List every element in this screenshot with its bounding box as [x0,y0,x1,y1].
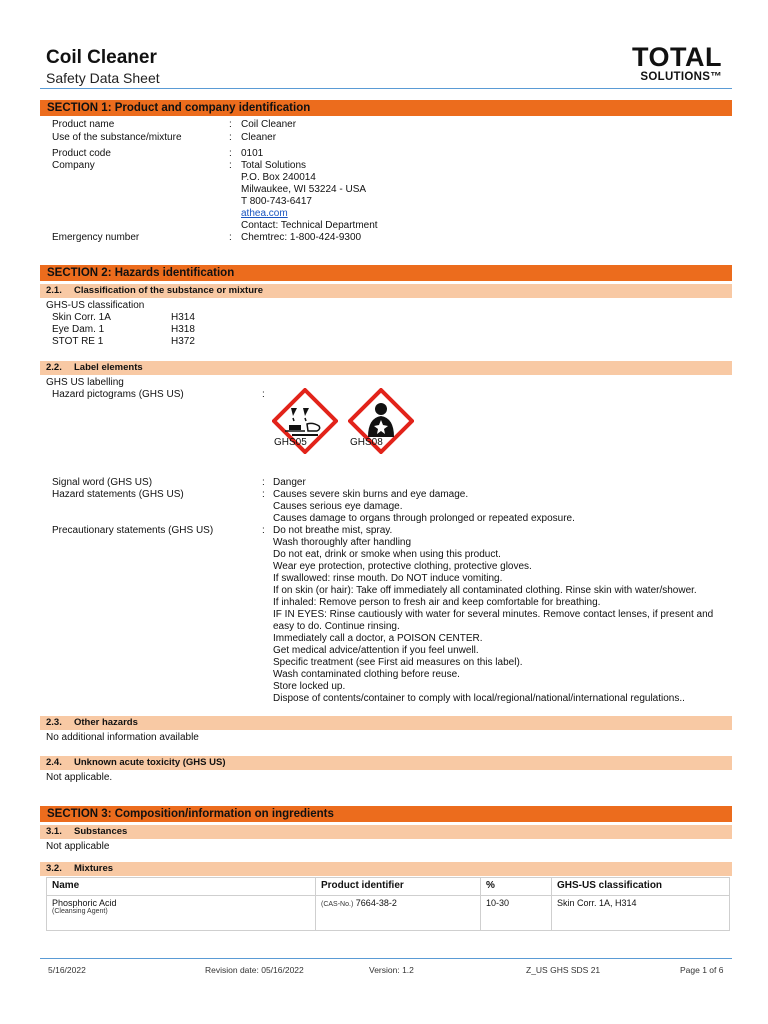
precautionary-statement: IF IN EYES: Rinse cautiously with water for several minutes. Remove contact lenses, if present and [273,609,714,620]
logo-wordmark: TOTAL [632,42,722,72]
precautionary-statement: Wash contaminated clothing before reuse. [273,669,460,680]
class-code: H372 [171,336,195,347]
product-code-label: Product code [52,148,111,159]
section-2-heading: SECTION 2: Hazards identification [40,265,732,281]
column-header: Name [47,878,316,896]
product-name-value: Coil Cleaner [241,119,297,130]
precautionary-statement: easy to do. Continue rinsing. [273,621,400,632]
section-1-heading: SECTION 1: Product and company identification [40,100,732,116]
logo-subtext: SOLUTIONS™ [640,71,722,83]
document-title: Coil Cleaner [46,47,157,68]
header-divider [40,88,732,89]
precautionary-statement: If inhaled: Remove person to fresh air and keep comfortable for breathing. [273,597,601,608]
product-code-value: 0101 [241,148,264,159]
classification-cell: Skin Corr. 1A, H314 [552,896,730,931]
subsection-2-2 [40,361,732,375]
class-name: Eye Dam. 1 [52,324,105,335]
precautionary-statement: Wash thoroughly after handling [273,537,412,548]
subsection-number: 2.3. [46,717,62,728]
class-name: Skin Corr. 1A [52,312,111,323]
subsection-2-1 [40,284,732,298]
colon: : [229,119,232,130]
classification-title: GHS-US classification [46,300,145,311]
ingredient-name-cell [47,896,316,931]
footer-page: Page 1 of 6 [680,965,724,975]
acute-toxicity-text: Not applicable. [46,772,113,783]
colon: : [262,489,265,500]
footer-version: Version: 1.2 [369,965,414,975]
company-address-line: Milwaukee, WI 53224 - USA [241,184,367,195]
pictogram-code: GHS08 [350,437,383,448]
subsection-3-1 [40,825,732,839]
use-value: Cleaner [241,132,277,143]
substances-text: Not applicable [46,841,110,852]
subsection-number: 3.1. [46,826,62,837]
precautionary-statement: If swallowed: rinse mouth. Do NOT induce vomiting. [273,573,503,584]
hazard-statement: Causes serious eye damage. [273,501,403,512]
footer-date: 5/16/2022 [48,965,86,975]
precautionary-statement: Wear eye protection, protective clothing, protective gloves. [273,561,532,572]
hazard-statement: Causes severe skin burns and eye damage. [273,489,469,500]
ingredient-note: (Cleansing Agent) [52,908,108,915]
precautionary-statement: Store locked up. [273,681,346,692]
subsection-label: Unknown acute toxicity (GHS US) [74,757,226,768]
column-header: Product identifier [316,878,481,896]
table-header-row [47,878,730,896]
emergency-value: Chemtrec: 1-800-424-9300 [241,232,362,243]
subsection-2-3 [40,716,732,730]
subsection-2-4 [40,756,732,770]
identifier-value: 7664-38-2 [355,898,397,908]
precautionary-statement: If on skin (or hair): Take off immediately all contaminated clothing. Rinse skin with water/shower. [273,585,697,596]
colon: : [229,132,232,143]
document-subtitle: Safety Data Sheet [46,70,160,86]
company-contact: Contact: Technical Department [241,220,378,231]
column-header: % [481,878,552,896]
subsection-number: 3.2. [46,863,62,874]
footer-doc-code: Z_US GHS SDS 21 [526,965,601,975]
precautionary-statement: Immediately call a doctor, a POISON CENTER. [273,633,483,644]
precautionary-statement: Dispose of contents/container to comply with local/regional/national/international regulations.. [273,693,685,704]
company-label: Company [52,160,95,171]
mixtures-table [46,877,730,931]
footer-revision: Revision date: 05/16/2022 [205,965,304,975]
hazard-statement: Causes damage to organs through prolonged or repeated exposure. [273,513,575,524]
precautionary-statement: Do not breathe mist, spray. [273,525,393,536]
precautionary-statement: Do not eat, drink or smoke when using this product. [273,549,501,560]
subsection-number: 2.4. [46,757,62,768]
section-3-heading: SECTION 3: Composition/information on ingredients [40,806,732,822]
product-name-label: Product name [52,119,115,130]
colon: : [262,389,265,400]
percent-cell: 10-30 [481,896,552,931]
company-phone: T 800-743-6417 [241,196,312,207]
class-name: STOT RE 1 [52,336,104,347]
subsection-label: Other hazards [74,717,138,728]
colon: : [229,148,232,159]
colon: : [262,477,265,488]
column-header: GHS-US classification [552,878,730,896]
other-hazards-text: No additional information available [46,732,199,743]
signal-word-value: Danger [273,477,306,488]
signal-word-label: Signal word (GHS US) [52,477,153,488]
subsection-label: Substances [74,826,128,837]
precautionary-label: Precautionary statements (GHS US) [52,525,214,536]
class-code: H314 [171,312,195,323]
subsection-label: Classification of the substance or mixture [74,285,263,296]
pictograms-label: Hazard pictograms (GHS US) [52,389,184,400]
precautionary-statement: Get medical advice/attention if you feel unwell. [273,645,479,656]
company-logo [618,44,722,83]
colon: : [229,232,232,243]
subsection-3-2 [40,862,732,876]
website-link[interactable]: athea.com [241,208,288,219]
precautionary-statement: Specific treatment (see First aid measures on this label). [273,657,523,668]
subsection-number: 2.2. [46,362,62,373]
table-row [47,896,730,931]
class-code: H318 [171,324,195,335]
ingredient-name: Phosphoric Acid [52,898,117,908]
company-value: Total Solutions [241,160,307,171]
colon: : [262,525,265,536]
use-label: Use of the substance/mixture [52,132,182,143]
subsection-label: Label elements [74,362,143,373]
emergency-label: Emergency number [52,232,140,243]
footer-divider [40,958,732,959]
subsection-number: 2.1. [46,285,62,296]
identifier-prefix: (CAS-No.) [321,901,354,908]
company-website-link[interactable] [241,208,288,220]
pictogram-code: GHS05 [274,437,307,448]
product-identifier-cell [316,896,481,931]
company-address-line: P.O. Box 240014 [241,172,316,183]
labelling-title: GHS US labelling [46,377,124,388]
colon: : [229,160,232,171]
subsection-label: Mixtures [74,863,114,874]
hazard-statements-label: Hazard statements (GHS US) [52,489,184,500]
